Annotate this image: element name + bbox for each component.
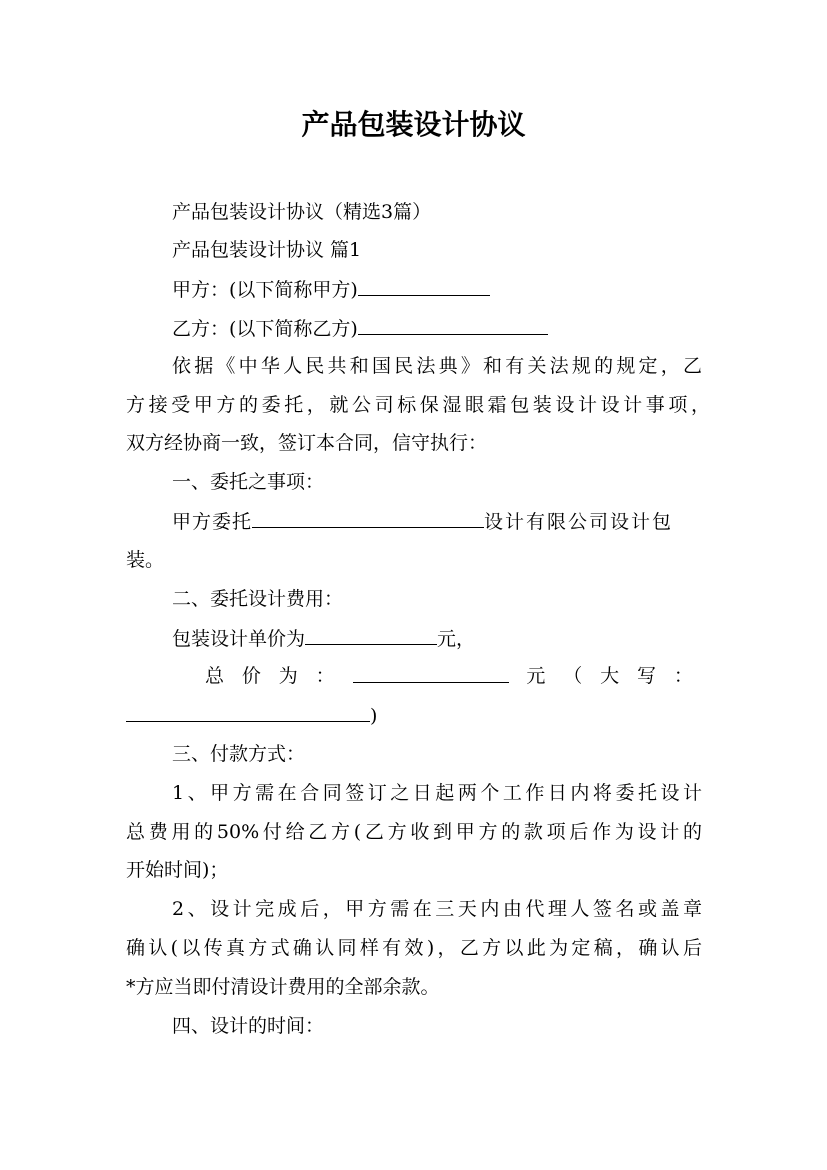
spread-char: 大: [600, 665, 620, 687]
clause-text: 甲方委托: [172, 511, 253, 533]
party-a-blank: [358, 277, 490, 296]
paragraph-line: 1、甲方需在合同签订之日起两个工作日内将委托设计: [172, 782, 702, 804]
total-words-line: [126, 703, 377, 727]
party-b-blank: [358, 316, 548, 335]
spread-char: 为: [278, 665, 298, 687]
paragraph-line: *方应当即付清设计费用的全部余款。: [126, 976, 440, 998]
fee-line: [172, 626, 475, 650]
paragraph-line: 总费用的50%付给乙方(乙方收到甲方的款项后作为设计的: [126, 821, 702, 843]
spread-char: （: [563, 665, 583, 687]
paragraph-line: 2、设计完成后，甲方需在三天内由代理人签名或盖章: [172, 898, 702, 920]
section-heading: 产品包装设计协议 篇1: [172, 239, 362, 261]
spread-char: 总: [205, 665, 225, 687]
paragraph-line: 依据《中华人民共和国民法典》和有关法规的规定，乙: [172, 355, 702, 377]
amount-in-words-blank: [126, 703, 370, 722]
clause-heading: 四、设计的时间：: [172, 1015, 325, 1037]
party-b-line: [172, 316, 548, 340]
company-blank: [252, 509, 484, 528]
fee-label: 包装设计单价为: [172, 628, 306, 650]
total-price-blank: [353, 664, 509, 683]
party-b-label: 乙方：(以下简称乙方): [172, 318, 358, 340]
paragraph-line: 开始时间)；: [126, 859, 229, 881]
party-a-line: [172, 277, 490, 301]
document-title: 产品包装设计协议: [301, 108, 526, 141]
subtitle-line: 产品包装设计协议（精选3篇）: [172, 201, 432, 223]
unit-price-blank: [305, 626, 437, 645]
paragraph-line: 方接受甲方的委托，就公司标保湿眼霜包装设计设计事项，: [126, 394, 710, 416]
spread-char: ：: [315, 665, 335, 687]
paragraph-line: 双方经协商一致，签订本合同，信守执行：: [126, 432, 488, 454]
paragraph-line: 确认(以传真方式确认同样有效)，乙方以此为定稿，确认后: [126, 937, 702, 959]
spread-char: 元: [526, 665, 546, 687]
clause-line: 装。: [126, 549, 165, 571]
spread-char: 价: [241, 665, 261, 687]
total-price-line: [205, 664, 693, 688]
fee-unit: 元，: [437, 628, 476, 650]
clause-text: 设计有限公司设计包: [484, 511, 674, 533]
clause-heading: 一、委托之事项：: [172, 471, 325, 493]
spread-char: ：: [673, 665, 693, 687]
clause-line: [172, 509, 702, 533]
clause-heading: 二、委托设计费用：: [172, 588, 344, 610]
close-paren: ): [370, 705, 378, 727]
party-a-label: 甲方：(以下简称甲方): [172, 279, 358, 301]
clause-heading: 三、付款方式：: [172, 743, 306, 765]
spread-char: 写: [636, 665, 656, 687]
